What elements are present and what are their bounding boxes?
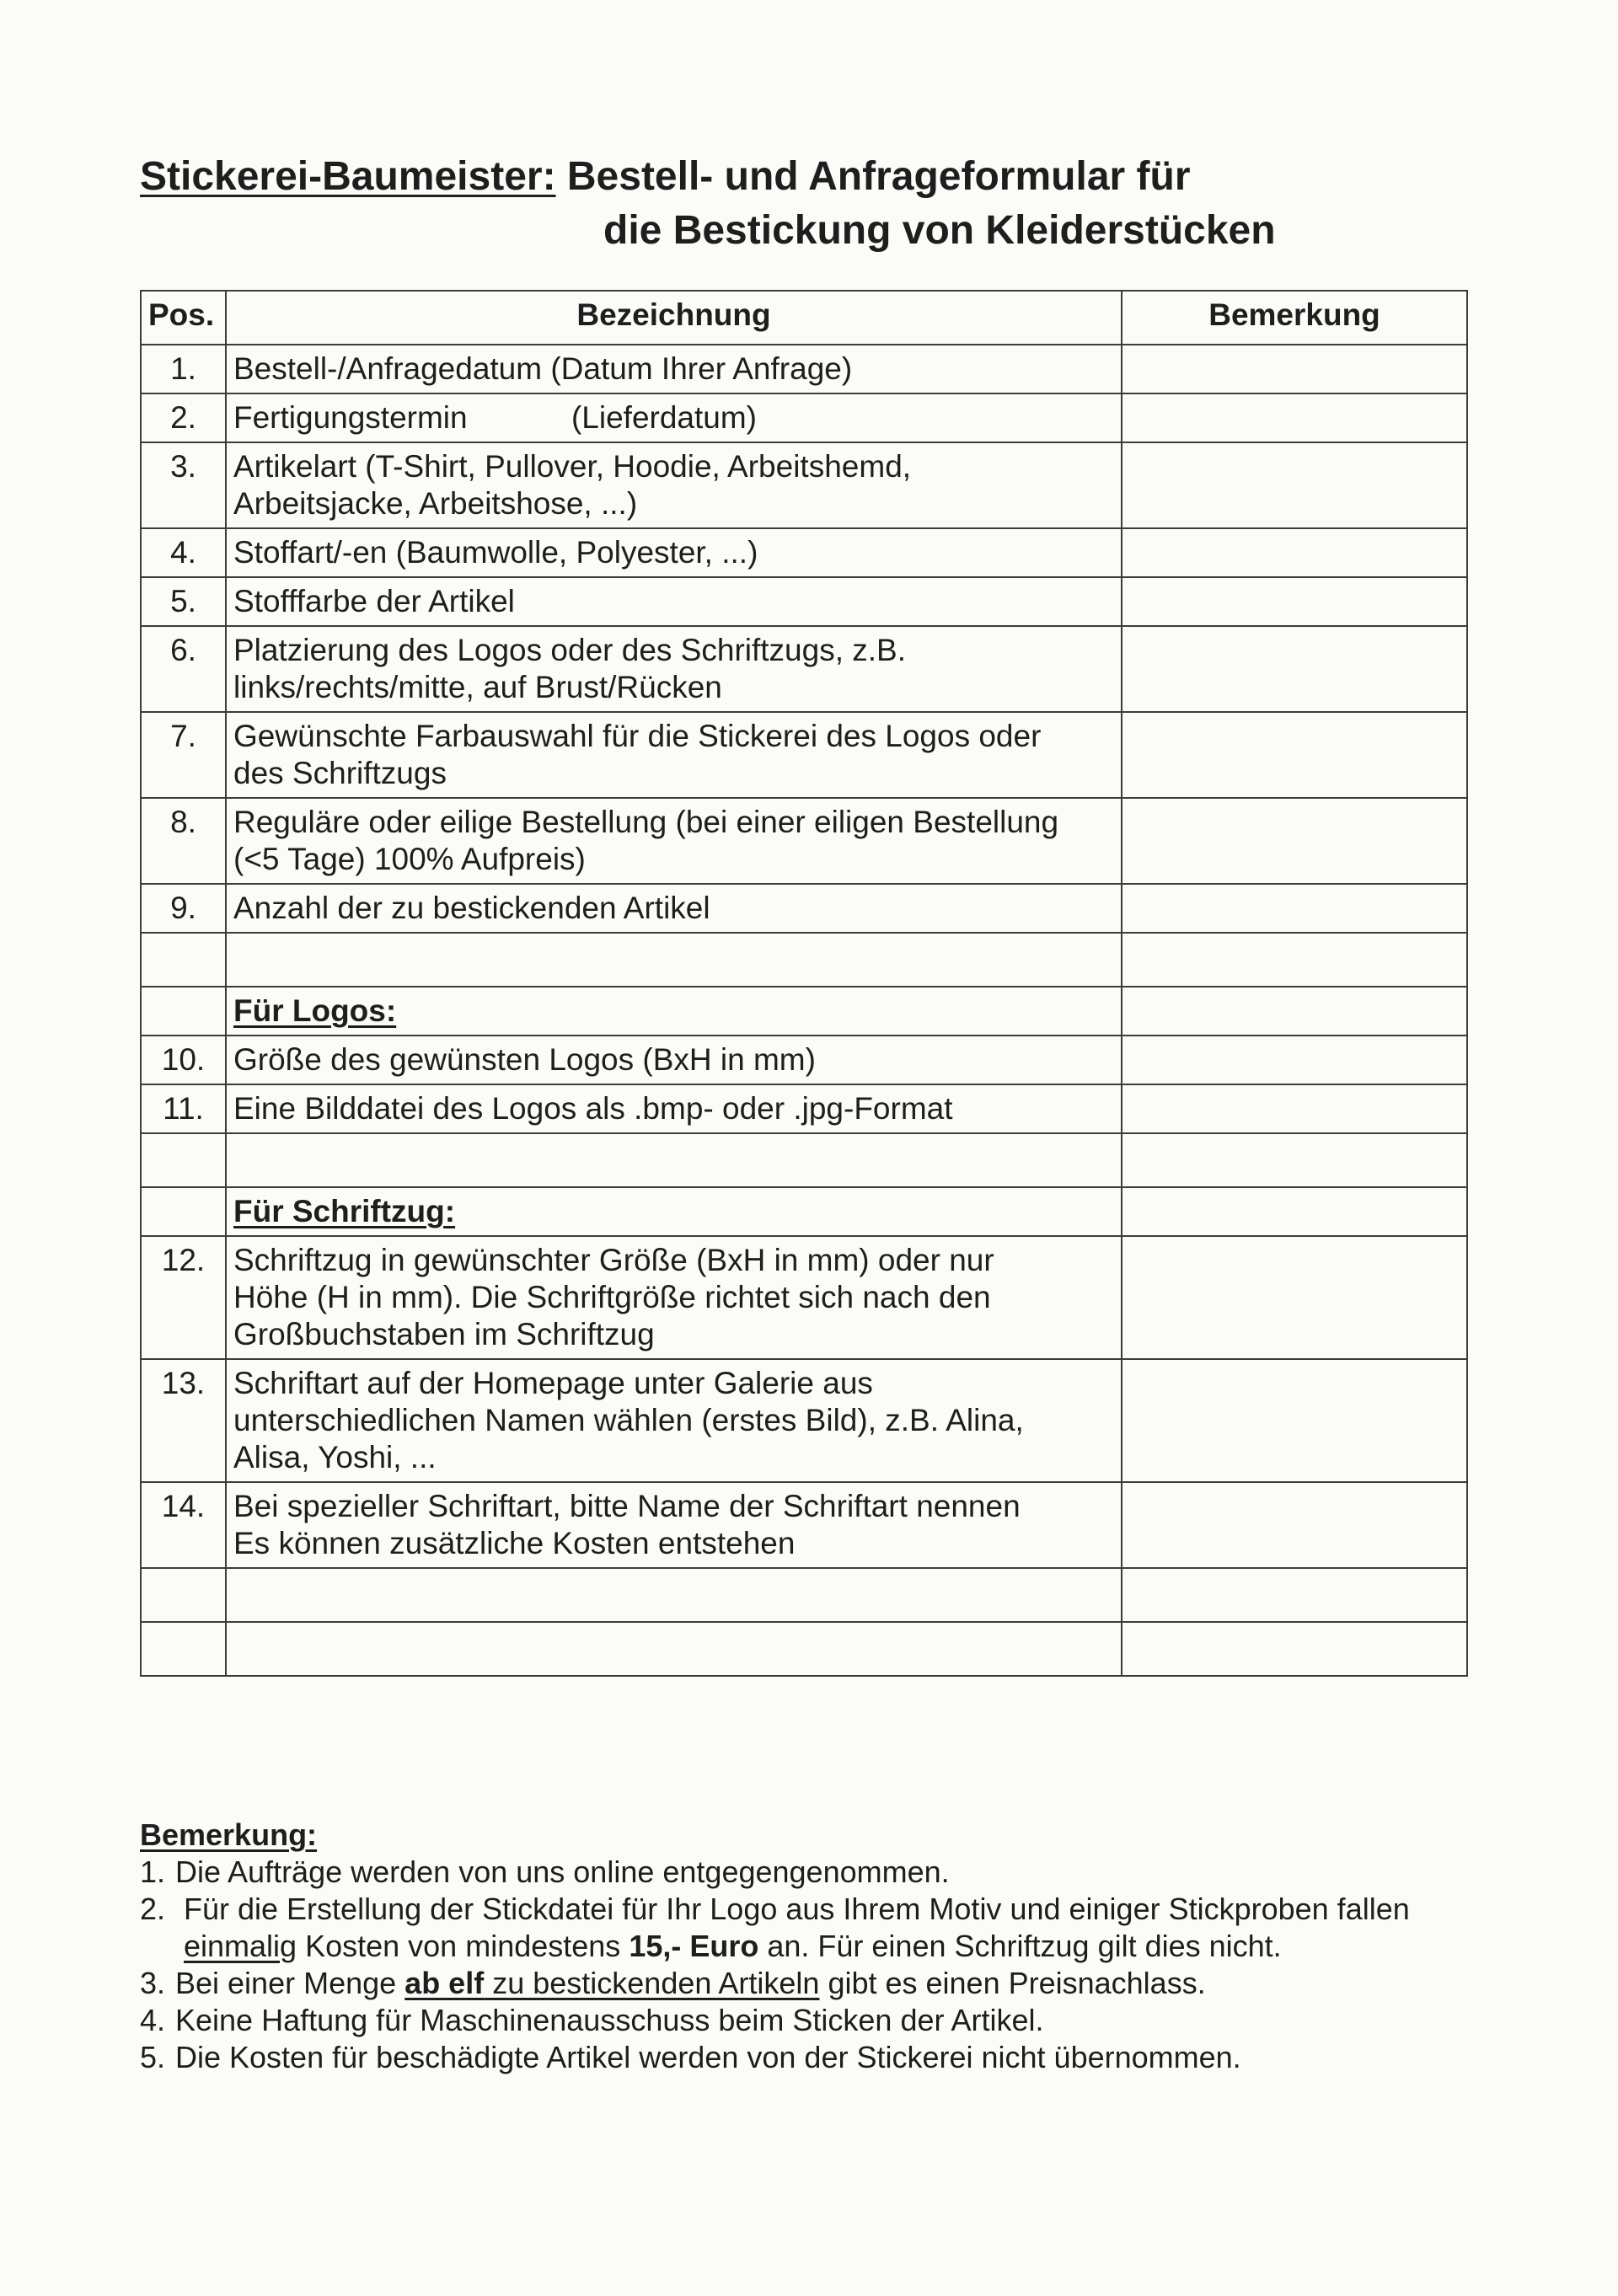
table-row — [141, 1482, 1467, 1568]
row-desc-line: Größe des gewünsten Logos (BxH in mm) — [233, 1042, 816, 1077]
row-pos-cell: 9. — [141, 884, 226, 933]
blank-row — [141, 1622, 1467, 1676]
row-desc-cell — [226, 577, 1122, 626]
remark-item-3 — [140, 1965, 1488, 2002]
table-row — [141, 626, 1467, 712]
table-row — [141, 1084, 1467, 1133]
row-pos-cell: 13. — [141, 1359, 226, 1482]
blank-cell — [226, 1133, 1122, 1187]
row-desc-line: (<5 Tage) 100% Aufpreis) — [233, 842, 586, 876]
row-pos-cell: 5. — [141, 577, 226, 626]
title-line-1-text: Bestell- und Anfrageformular für — [566, 154, 1191, 199]
blank-cell — [141, 1568, 226, 1622]
table-row — [141, 798, 1467, 884]
row-desc-line: Schriftart auf der Homepage unter Galerie aus — [233, 1366, 873, 1400]
row-note-field[interactable] — [1122, 1236, 1467, 1359]
remark-bold-price: 15,- Euro — [629, 1929, 759, 1963]
row-desc-line: Reguläre oder eilige Bestellung (bei einer eiligen Bestellung — [233, 805, 1059, 839]
remark-underlined-text: zu bestickenden Artikeln — [484, 1966, 820, 2000]
table-body-logos — [141, 933, 1467, 1036]
blank-cell — [1122, 1622, 1467, 1676]
row-desc-cell — [226, 798, 1122, 884]
row-pos-cell: 10. — [141, 1036, 226, 1084]
remark-item-2 — [140, 1891, 1488, 1965]
table-row — [141, 712, 1467, 798]
row-pos-cell: 1. — [141, 345, 226, 393]
remark-text: Die Aufträge werden von uns online entgegengenommen. — [175, 1854, 950, 1889]
row-pos-cell: 3. — [141, 442, 226, 528]
row-note-field[interactable] — [1122, 577, 1467, 626]
row-pos-cell: 4. — [141, 528, 226, 577]
blank-cell — [141, 933, 226, 987]
blank-cell — [226, 1568, 1122, 1622]
order-form-table — [140, 290, 1468, 1677]
blank-cell — [1122, 1133, 1467, 1187]
blank-row — [141, 1568, 1467, 1622]
remark-item-1 — [140, 1854, 1488, 1891]
remarks-section — [140, 1817, 1488, 2076]
table-row — [141, 884, 1467, 933]
table-body-logo-rows — [141, 1036, 1467, 1133]
row-note-field[interactable] — [1122, 798, 1467, 884]
table-body-schriftzug-rows — [141, 1236, 1467, 1568]
row-desc-line: links/rechts/mitte, auf Brust/Rücken — [233, 670, 722, 704]
row-desc-line: Großbuchstaben im Schriftzug — [233, 1317, 655, 1351]
row-desc-cell — [226, 884, 1122, 933]
remark-text: Die Kosten für beschädigte Artikel werden von der Stickerei nicht übernommen. — [175, 2040, 1241, 2074]
section-pos-cell — [141, 1187, 226, 1236]
table-body-general — [141, 345, 1467, 933]
row-desc-line: Gewünschte Farbauswahl für die Stickerei des Logos oder — [233, 719, 1042, 753]
row-desc-line: Es können zusätzliche Kosten entstehen — [233, 1526, 796, 1560]
row-note-field[interactable] — [1122, 884, 1467, 933]
remark-item-4 — [140, 2002, 1488, 2039]
row-desc-line: Schriftzug in gewünschter Größe (BxH in mm) oder nur — [233, 1243, 994, 1277]
blank-cell — [1122, 1568, 1467, 1622]
row-desc-cell — [226, 393, 1122, 442]
row-pos-cell: 14. — [141, 1482, 226, 1568]
table-row — [141, 1236, 1467, 1359]
row-desc-line: Arbeitsjacke, Arbeitshose, ...) — [233, 486, 638, 521]
row-note-field[interactable] — [1122, 1482, 1467, 1568]
section-row-schriftzug — [141, 1187, 1467, 1236]
row-desc-cell — [226, 1036, 1122, 1084]
section-desc-cell — [226, 987, 1122, 1036]
remark-number: 1. — [140, 1854, 166, 1889]
row-desc-cell — [226, 1482, 1122, 1568]
row-desc-line: Alisa, Yoshi, ... — [233, 1440, 437, 1474]
remark-number: 5. — [140, 2040, 166, 2074]
table-body-trailing — [141, 1568, 1467, 1676]
remark-underlined-text: einmalig — [184, 1929, 297, 1963]
blank-cell — [1122, 933, 1467, 987]
title-brand: Stickerei-Baumeister: — [140, 154, 556, 199]
row-desc-line: Platzierung des Logos oder des Schriftzugs, z.B. — [233, 633, 906, 667]
row-desc-cell — [226, 1236, 1122, 1359]
remarks-title: Bemerkung: — [140, 1817, 318, 1852]
section-note-cell — [1122, 987, 1467, 1036]
remark-item-5 — [140, 2039, 1488, 2076]
remark-number: 3. — [140, 1966, 166, 2000]
row-pos-cell: 7. — [141, 712, 226, 798]
row-desc-line: unterschiedlichen Namen wählen (erstes Bild), z.B. Alina, — [233, 1403, 1024, 1437]
row-desc-cell — [226, 442, 1122, 528]
table-body-schriftzug — [141, 1133, 1467, 1236]
section-pos-cell — [141, 987, 226, 1036]
remark-text-part: Kosten von mindestens — [297, 1929, 630, 1963]
row-note-field[interactable] — [1122, 1359, 1467, 1482]
section-heading-schriftzug: Für Schriftzug: — [233, 1194, 456, 1228]
row-desc-line: Fertigungstermin (Lieferdatum) — [233, 400, 757, 435]
table-row — [141, 1036, 1467, 1084]
blank-cell — [226, 933, 1122, 987]
row-note-field[interactable] — [1122, 442, 1467, 528]
remark-text-part: an. Für einen Schriftzug gilt dies nicht. — [758, 1929, 1282, 1963]
row-note-field[interactable] — [1122, 626, 1467, 712]
row-pos-cell: 6. — [141, 626, 226, 712]
row-note-field[interactable] — [1122, 393, 1467, 442]
remark-text-part: Für die Erstellung der Stickdatei für Ihr Logo aus Ihrem Motiv und einiger Stickproben fallen — [184, 1892, 1410, 1926]
table-row — [141, 528, 1467, 577]
row-note-field[interactable] — [1122, 712, 1467, 798]
row-pos-cell: 12. — [141, 1236, 226, 1359]
row-pos-cell: 2. — [141, 393, 226, 442]
row-desc-cell — [226, 345, 1122, 393]
row-pos-cell: 11. — [141, 1084, 226, 1133]
row-desc-line: des Schriftzugs — [233, 756, 447, 790]
remark-text-part: gibt es einen Preisnachlass. — [819, 1966, 1206, 2000]
row-desc-line: Anzahl der zu bestickenden Artikel — [233, 891, 710, 925]
row-desc-cell — [226, 626, 1122, 712]
row-desc-line: Bestell-/Anfragedatum (Datum Ihrer Anfrage) — [233, 351, 853, 386]
row-desc-cell — [226, 528, 1122, 577]
title-line-2: die Bestickung von Kleiderstücken — [603, 208, 1276, 253]
row-note-field[interactable] — [1122, 1036, 1467, 1084]
table-header-row — [141, 291, 1467, 345]
section-heading-logos: Für Logos: — [233, 993, 397, 1028]
row-desc-line: Höhe (H in mm). Die Schriftgröße richtet sich nach den — [233, 1280, 991, 1314]
table-row — [141, 577, 1467, 626]
remark-text — [175, 1965, 1488, 2002]
row-desc-line: Bei spezieller Schriftart, bitte Name der Schriftart nennen — [233, 1489, 1021, 1523]
row-desc-line: Eine Bilddatei des Logos als .bmp- oder .jpg-Format — [233, 1091, 953, 1126]
remark-text-part: Bei einer Menge — [175, 1966, 405, 2000]
title-line-1 — [140, 150, 1488, 204]
section-row-logos — [141, 987, 1467, 1036]
blank-row — [141, 1133, 1467, 1187]
row-desc-line: Stoffart/-en (Baumwolle, Polyester, ...) — [233, 535, 758, 570]
remark-text — [175, 1891, 1488, 1965]
section-desc-cell — [226, 1187, 1122, 1236]
blank-cell — [141, 1133, 226, 1187]
blank-cell — [226, 1622, 1122, 1676]
blank-row — [141, 933, 1467, 987]
row-note-field[interactable] — [1122, 1084, 1467, 1133]
remark-bold-underlined-text: ab elf — [404, 1966, 485, 2000]
row-desc-cell — [226, 1359, 1122, 1482]
table-row — [141, 345, 1467, 393]
table-row — [141, 442, 1467, 528]
row-desc-line: Artikelart (T-Shirt, Pullover, Hoodie, Arbeitshemd, — [233, 449, 912, 484]
row-note-field[interactable] — [1122, 528, 1467, 577]
row-desc-cell — [226, 712, 1122, 798]
header-desc: Bezeichnung — [226, 291, 1122, 345]
page-title — [140, 150, 1488, 258]
header-note: Bemerkung — [1122, 291, 1467, 345]
section-note-cell — [1122, 1187, 1467, 1236]
remark-text: Keine Haftung für Maschinenausschuss beim Sticken der Artikel. — [175, 2003, 1044, 2037]
blank-cell — [141, 1622, 226, 1676]
row-desc-cell — [226, 1084, 1122, 1133]
remark-number: 2. — [140, 1892, 166, 1926]
row-note-field[interactable] — [1122, 345, 1467, 393]
header-pos: Pos. — [141, 291, 226, 345]
remark-number: 4. — [140, 2003, 166, 2037]
row-desc-line: Stofffarbe der Artikel — [233, 584, 515, 618]
row-pos-cell: 8. — [141, 798, 226, 884]
table-row — [141, 1359, 1467, 1482]
table-row — [141, 393, 1467, 442]
